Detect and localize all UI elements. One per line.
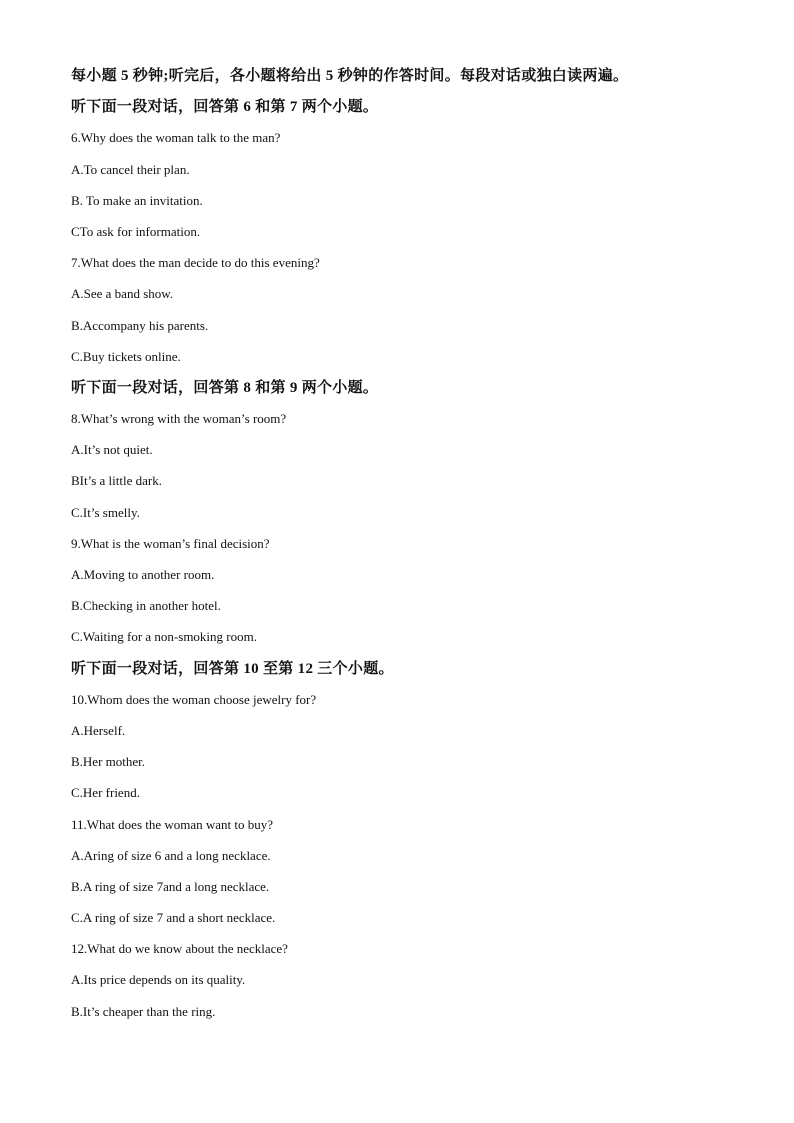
- answer-option: B.Checking in another hotel.: [71, 598, 221, 614]
- answer-option: BIt’s a little dark.: [71, 473, 162, 489]
- answer-option: A.To cancel their plan.: [71, 161, 190, 177]
- section-heading: 听下面一段对话，回答第 8 和第 9 两个小题。: [71, 379, 379, 396]
- question-text: 11.What does the woman want to buy?: [71, 816, 274, 832]
- answer-option: CTo ask for information.: [71, 223, 201, 239]
- answer-option: B.Accompany his parents.: [71, 317, 209, 333]
- question-text: 12.What do we know about the necklace?: [71, 941, 288, 957]
- section-heading: 听下面一段对话，回答第 6 和第 7 两个小题。: [71, 99, 379, 116]
- answer-option: B. To make an invitation.: [71, 192, 203, 208]
- instruction-text: 每小题 5 秒钟;听完后，各小题将给出 5 秒钟的作答时间。每段对话或独白读两遍。: [71, 68, 629, 84]
- answer-option: A.See a band show.: [71, 286, 174, 302]
- answer-option: C.Her friend.: [71, 785, 140, 801]
- answer-option: C.Buy tickets online.: [71, 348, 181, 364]
- question-text: 8.What’s wrong with the woman’s room?: [71, 411, 287, 427]
- question-text: 6.Why does the woman talk to the man?: [71, 130, 281, 146]
- question-text: 9.What is the woman’s final decision?: [71, 535, 270, 551]
- answer-option: B.A ring of size 7and a long necklace.: [71, 878, 270, 894]
- answer-option: A.Herself.: [71, 722, 126, 738]
- section-heading: 听下面一段对话，回答第 10 至第 12 三个小题。: [71, 660, 394, 677]
- question-text: 10.Whom does the woman choose jewelry for?: [71, 691, 317, 707]
- answer-option: A.Aring of size 6 and a long necklace.: [71, 847, 271, 863]
- answer-option: C.Waiting for a non-smoking room.: [71, 629, 257, 645]
- answer-option: A.Moving to another room.: [71, 567, 215, 582]
- answer-option: C.It’s smelly.: [71, 504, 140, 520]
- answer-option: B.Her mother.: [71, 754, 146, 770]
- answer-option: A.Its price depends on its quality.: [71, 972, 246, 988]
- document-page: [71, 64, 751, 1031]
- answer-option: A.It’s not quiet.: [71, 442, 153, 458]
- answer-option: C.A ring of size 7 and a short necklace.: [71, 910, 276, 926]
- answer-option: B.It’s cheaper than the ring.: [71, 1003, 216, 1019]
- question-text: 7.What does the man decide to do this evening?: [71, 255, 320, 271]
